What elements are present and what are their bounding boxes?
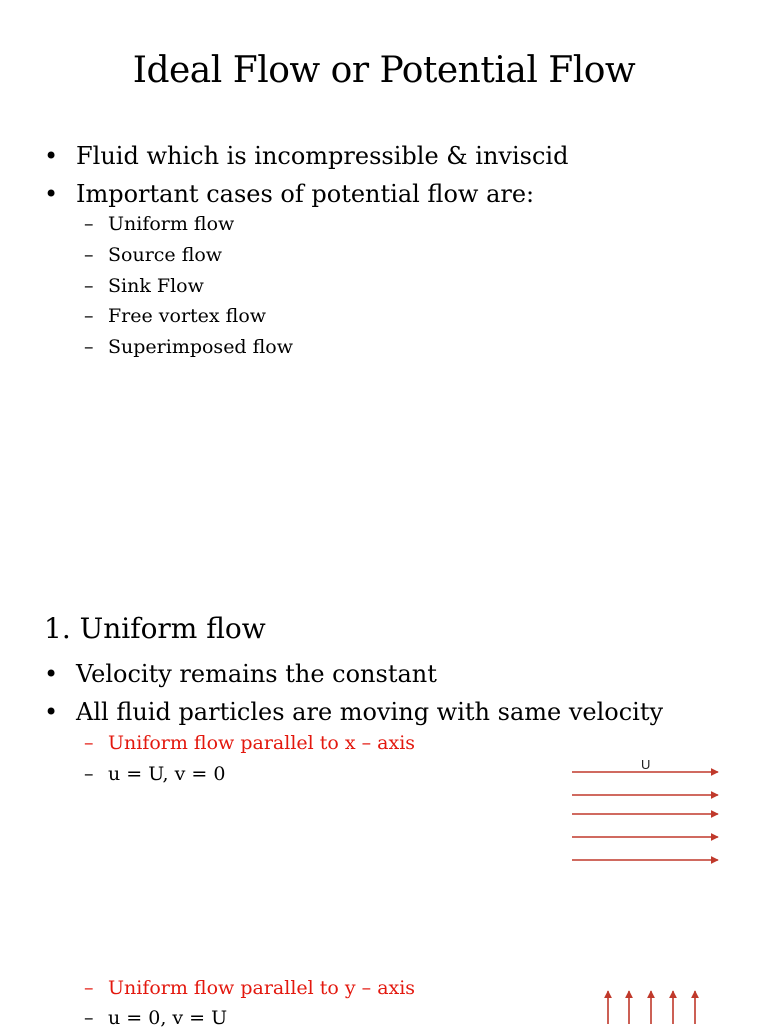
bullet-dot: • [44, 698, 59, 726]
bullet-item [44, 142, 568, 170]
sub-item [84, 275, 204, 297]
sub-item-text: u = 0, v = U [108, 1007, 228, 1029]
bullet-text: Important cases of potential flow are: [76, 180, 535, 208]
bullet-dot: • [44, 142, 59, 170]
dash-marker: – [84, 336, 94, 358]
section-heading: 1. Uniform flow [44, 612, 266, 645]
dash-marker: – [84, 244, 94, 266]
bullet-dot: • [44, 660, 59, 688]
bullet-item [44, 180, 534, 208]
sub-item [84, 305, 266, 327]
sub-item [84, 763, 225, 785]
sub-item-text: Uniform flow [108, 213, 235, 235]
bullet-dot: • [44, 180, 59, 208]
sub-item [84, 1007, 227, 1029]
sub-item-text: Free vortex flow [108, 305, 267, 327]
sub-item-text: Superimposed flow [108, 336, 294, 358]
velocity-label: U [641, 757, 651, 772]
sub-item-text: Uniform flow parallel to x – axis [108, 732, 416, 754]
bullet-text: Velocity remains the constant [76, 660, 437, 688]
bullet-text: Fluid which is incompressible & inviscid [76, 142, 569, 170]
bullet-item [44, 698, 663, 726]
sub-item-text: Sink Flow [108, 275, 204, 297]
horizontal-flow-diagram [568, 752, 728, 872]
sub-item-text: u = U, v = 0 [108, 763, 226, 785]
vertical-flow-diagram [596, 988, 706, 1024]
dash-marker: – [84, 275, 94, 297]
dash-marker: – [84, 977, 94, 999]
sub-item [84, 213, 234, 235]
sub-item [84, 244, 222, 266]
dash-marker: – [84, 213, 94, 235]
bullet-text: All fluid particles are moving with same velocity [76, 698, 664, 726]
dash-marker: – [84, 1007, 94, 1029]
sub-item-text: Source flow [108, 244, 223, 266]
sub-item [84, 336, 293, 358]
dash-marker: – [84, 305, 94, 327]
dash-marker: – [84, 732, 94, 754]
slide-title: Ideal Flow or Potential Flow [132, 50, 636, 91]
dash-marker: – [84, 763, 94, 785]
sub-item [84, 732, 415, 754]
bullet-item [44, 660, 437, 688]
sub-item [84, 977, 415, 999]
sub-item-text: Uniform flow parallel to y – axis [108, 977, 416, 999]
